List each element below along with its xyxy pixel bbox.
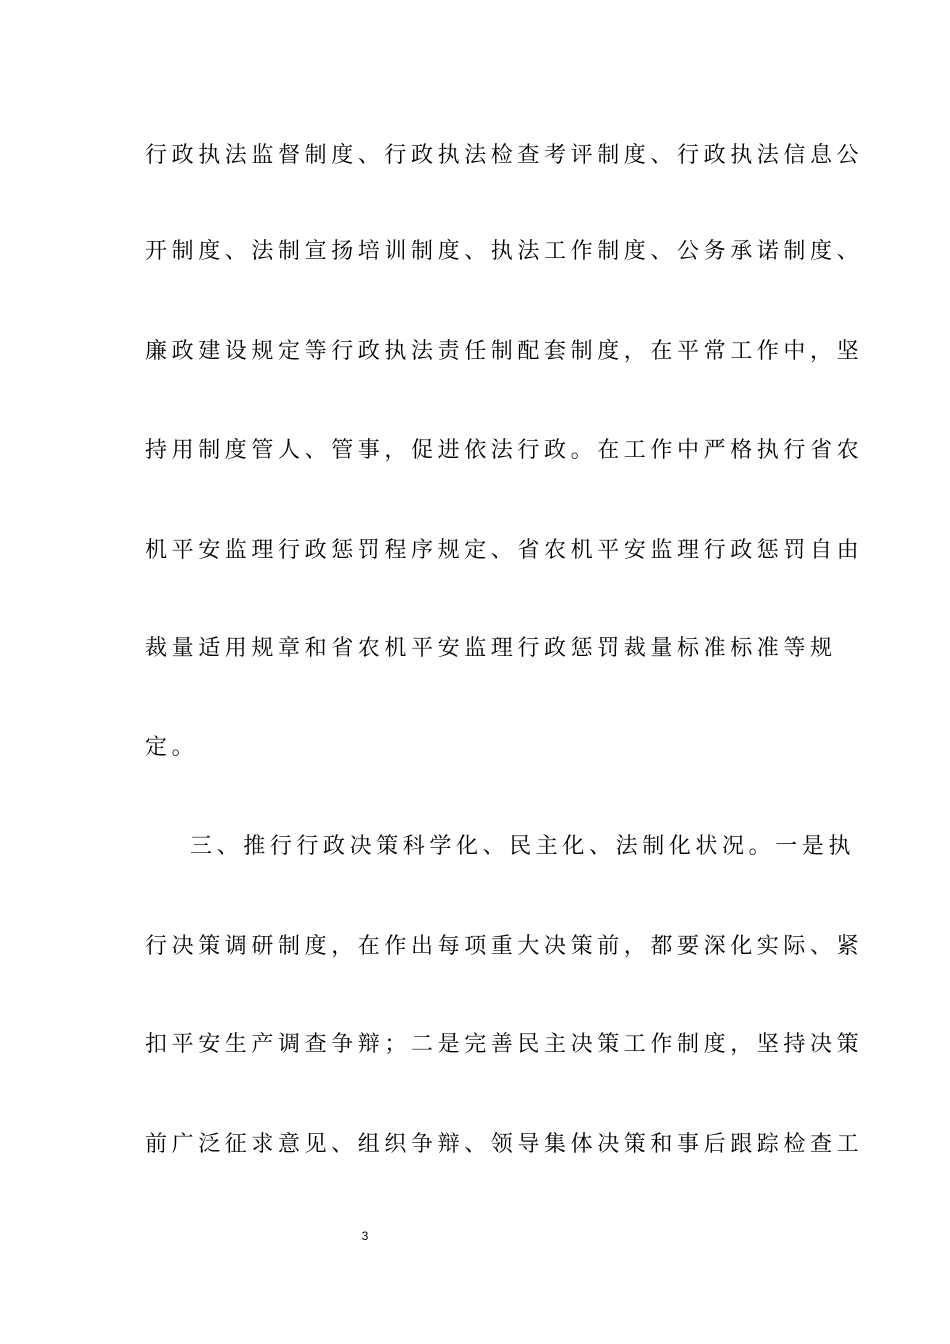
paragraph-line: 开制度、法制宣扬培训制度、执法工作制度、公务承诺制度、	[145, 239, 864, 264]
paragraph-line: 持用制度管人、管事，促进依法行政。在工作中严格执行省农	[145, 438, 864, 463]
paragraph-line: 三、推行行政决策科学化、民主化、法制化状况。一是执	[190, 834, 856, 859]
paragraph-line: 裁量适用规章和省农机平安监理行政惩罚裁量标准标准等规	[145, 636, 837, 661]
paragraph-line: 前广泛征求意见、组织争辩、领导集体决策和事后跟踪检查工	[145, 1132, 864, 1157]
paragraph-line: 行政执法监督制度、行政执法检查考评制度、行政执法信息公	[145, 143, 864, 168]
paragraph-line: 机平安监理行政惩罚程序规定、省农机平安监理行政惩罚自由	[145, 538, 864, 563]
paragraph-line: 行决策调研制度，在作出每项重大决策前，都要深化实际、紧	[145, 934, 864, 959]
paragraph-line: 扣平安生产调查争辩；二是完善民主决策工作制度，坚持决策	[145, 1032, 864, 1057]
paragraph-line: 定。	[145, 735, 199, 760]
page-number: 3	[361, 1229, 369, 1243]
paragraph-line: 廉政建设规定等行政执法责任制配套制度，在平常工作中，坚	[145, 339, 864, 364]
